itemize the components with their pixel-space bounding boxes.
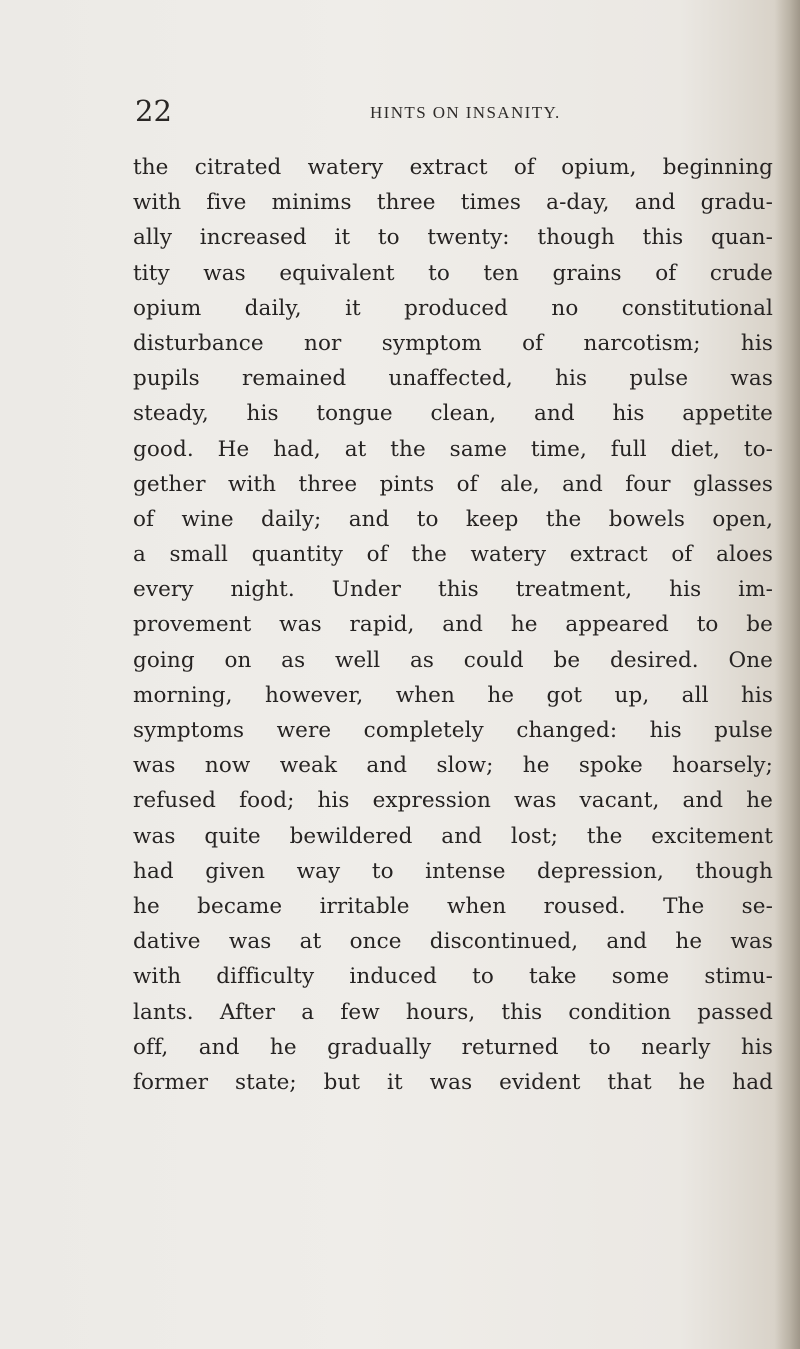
text-line: was now weak and slow; he spoke hoarsely; [133,753,773,779]
text-line: with five minims three times a-day, and gradu- [133,190,773,216]
text-line: opium daily, it produced no constitutional [133,295,773,321]
page-edge-shadow [774,0,800,1349]
text-line: dative was at once discontinued, and he was [133,929,773,955]
text-line: every night. Under this treatment, his im- [133,577,773,603]
running-head: HINTS ON INSANITY. [370,103,561,122]
text-line: a small quantity of the watery extract of aloes [133,542,773,568]
text-line: of wine daily; and to keep the bowels open, [133,506,773,532]
text-line: tity was equivalent to ten grains of crude [133,260,773,286]
text-line: disturbance nor symptom of narcotism; his [133,330,773,356]
text-line: with difficulty induced to take some stimu- [133,964,773,990]
text-line: he became irritable when roused. The se- [133,893,773,919]
text-line: was quite bewildered and lost; the excitement [133,823,773,849]
text-line: former state; but it was evident that he had [133,1069,773,1095]
text-line: lants. After a few hours, this condition passed [133,999,773,1025]
page-header [0,94,800,134]
text-line: provement was rapid, and he appeared to be [133,612,773,638]
text-line: good. He had, at the same time, full diet, to- [133,436,773,462]
text-line: refused food; his expression was vacant, and he [133,788,773,814]
text-line: going on as well as could be desired. One [133,647,773,673]
text-line: symptoms were completely changed: his pulse [133,718,773,743]
body-text [133,150,773,1100]
text-line: off, and he gradually returned to nearly his [133,1034,773,1060]
text-line: had given way to intense depression, though [133,858,773,884]
text-line: ally increased it to twenty: though this quan- [133,225,773,251]
text-line: pupils remained unaffected, his pulse was [133,366,773,392]
text-line: steady, his tongue clean, and his appetite [133,401,773,427]
text-line: morning, however, when he got up, all his [133,682,773,708]
text-line: the citrated watery extract of opium, beginning [133,155,773,180]
text-line: gether with three pints of ale, and four glasses [133,471,773,497]
page-number: 22 [135,94,172,128]
